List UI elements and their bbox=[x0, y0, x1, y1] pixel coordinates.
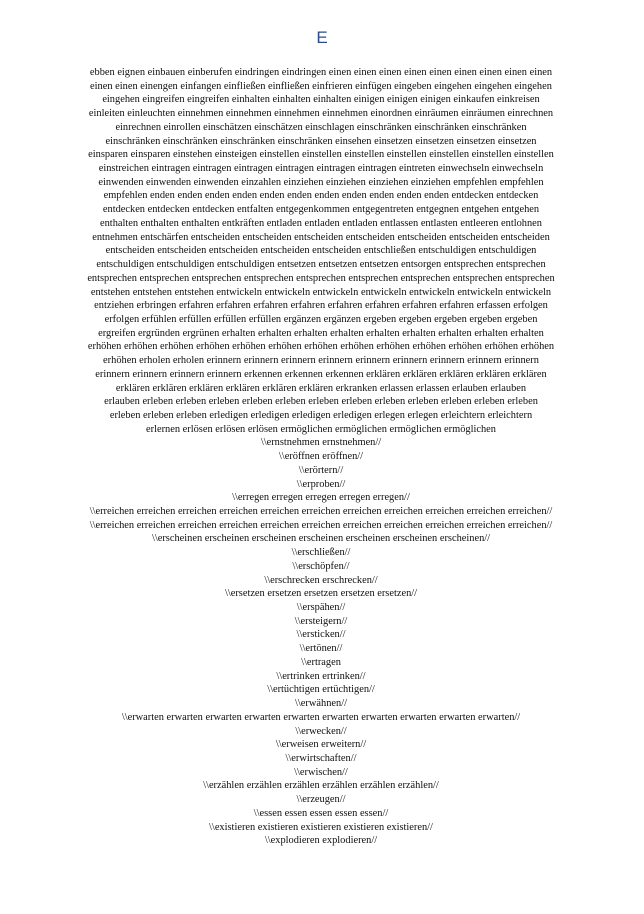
text-line: \\erschöpfen// bbox=[292, 560, 350, 572]
text-line: einstreichen eintragen eintragen eintragen eintragen eintragen eintragen eintreten einwechseln einwechseln bbox=[98, 163, 544, 175]
text-line: \\explodieren explodieren// bbox=[264, 835, 378, 847]
text-line: \\erwecken// bbox=[295, 725, 347, 737]
text-line: einleiten einleuchten einnehmen einnehmen einnehmen einnehmen einordnen einräumen einräumen einrechnen bbox=[88, 108, 554, 120]
text-line: einen einen einengen einfangen einfließen einfließen einfrieren einfügen eingeben eingehen eingehen eingehen bbox=[90, 80, 552, 92]
text-line: \\erörtern// bbox=[298, 464, 344, 476]
text-line: entsprechen entsprechen entsprechen entsprechen entsprechen entsprechen entsprechen entsprechen entsprechen bbox=[87, 272, 555, 284]
text-line: ergreifen ergründen ergrünen erhalten erhalten erhalten erhalten erhalten erhalten erhalten erhalten erhalten bbox=[98, 327, 544, 339]
text-line: \\ersticken// bbox=[296, 629, 346, 641]
text-line: entdecken entdecken entdecken entfalten entgegenkommen entgegentreten entgegnen entgehen entgehen bbox=[102, 204, 540, 216]
text-line: \\ertönen// bbox=[299, 643, 343, 655]
text-line: \\ertüchtigen ertüchtigen// bbox=[267, 684, 375, 696]
text-line: erlauben erleben erleben erleben erleben erleben erleben erleben erleben erleben erleben erleben erleben bbox=[104, 396, 538, 408]
text-line: einsparen einsparen einstehen einsteigen einstellen einstellen einstellen einstellen einstellen einstellen einstellen bbox=[88, 149, 554, 161]
text-line: erlernen erlösen erlösen erlösen ermöglichen ermöglichen ermöglichen ermöglichen bbox=[146, 423, 496, 435]
text-line: \\ernstnehmen ernstnehmen// bbox=[260, 437, 382, 449]
text-line: \\erwarten erwarten erwarten erwarten erwarten erwarten erwarten erwarten erwarten erwarten// bbox=[121, 711, 521, 723]
text-line: \\erreichen erreichen erreichen erreichen erreichen erreichen erreichen erreichen erreichen erreichen erreichen// bbox=[89, 506, 553, 517]
text-line: \\existieren existieren existieren existieren existieren// bbox=[209, 821, 433, 833]
text-line: eingehen eingreifen eingreifen einhalten einhalten einhalten einigen einigen einigen einkaufen einkreisen bbox=[102, 94, 540, 106]
text-line: entschuldigen entschuldigen entschuldigen entsetzen entsetzen entsetzen entsorgen entsprechen entsprechen bbox=[96, 259, 546, 271]
text-line: \\erreichen erreichen erreichen erreichen erreichen erreichen erreichen erreichen erreichen erreichen erreichen// bbox=[89, 519, 553, 531]
text-line: \\ertragen bbox=[301, 656, 341, 668]
text-line: entstehen entstehen entstehen entwickeln entwickeln entwickeln entwickeln entwickeln entwickeln entwickeln bbox=[90, 286, 552, 298]
text-line: erleben erleben erleben erledigen erledigen erledigen erledigen erlegen erlegen erleichtern erleichtern bbox=[109, 409, 533, 421]
text-line: \\erzählen erzählen erzählen erzählen erzählen erzählen// bbox=[203, 780, 439, 792]
text-line: \\erwähnen// bbox=[295, 698, 347, 710]
text-line: \\ersteigern// bbox=[294, 615, 348, 627]
text-line: einschränken einschränken einschränken einschränken einsehen einsetzen einsetzen einsetzen einsetzen bbox=[105, 135, 537, 147]
text-line: \\ersetzen ersetzen ersetzen ersetzen ersetzen// bbox=[224, 588, 418, 600]
text-line: einwenden einwenden einwenden einzahlen einziehen einziehen einziehen einziehen empfehlen empfehlen bbox=[98, 176, 544, 188]
text-line: empfehlen enden enden enden enden enden enden enden enden enden enden enden entdecken entdecken bbox=[103, 190, 539, 202]
text-line: entscheiden entscheiden entscheiden entscheiden entscheiden entschließen entschuldigen entschuldigen bbox=[105, 245, 537, 257]
text-line: \\erspähen// bbox=[296, 602, 346, 614]
text-line: \\essen essen essen essen essen// bbox=[253, 807, 389, 819]
page-heading: E bbox=[316, 28, 328, 47]
text-line: \\ertrinken ertrinken// bbox=[276, 670, 366, 682]
text-line: erfolgen erfühlen erfüllen erfüllen erfüllen ergänzen ergänzen ergeben ergeben ergeben ergeben ergeben bbox=[104, 313, 538, 325]
text-line: \\erwischen// bbox=[294, 766, 348, 778]
text-line: \\erproben// bbox=[296, 478, 346, 490]
text-line: \\eröffnen eröffnen// bbox=[278, 451, 364, 463]
text-line: \\erregen erregen erregen erregen erregen// bbox=[232, 492, 410, 504]
text-line: entziehen erbringen erfahren erfahren erfahren erfahren erfahren erfahren erfahren erfahren erfassen erfolgen bbox=[94, 300, 548, 312]
text-line: erhöhen erholen erholen erinnern erinnern erinnern erinnern erinnern erinnern erinnern erinnern erinnern bbox=[103, 355, 539, 367]
text-line: \\erschließen// bbox=[291, 547, 351, 559]
text-line: erhöhen erhöhen erhöhen erhöhen erhöhen erhöhen erhöhen erhöhen erhöhen erhöhen erhöhen erhöhen erhöhen bbox=[87, 341, 555, 353]
text-line: \\erschrecken erschrecken// bbox=[264, 574, 378, 586]
text-line: erklären erklären erklären erklären erklären erklären erkranken erlassen erlassen erlauben erlauben bbox=[115, 382, 527, 394]
text-line: erinnern erinnern erinnern erinnern erkennen erkennen erkennen erklären erklären erklären erklären erklären bbox=[95, 368, 547, 380]
text-line: einrechnen einrollen einschätzen einschätzen einschlagen einschränken einschränken einschränken bbox=[115, 121, 527, 133]
text-line: entnehmen entschärfen entscheiden entscheiden entscheiden entscheiden entscheiden entscheiden entscheiden bbox=[92, 231, 550, 243]
text-line: enthalten enthalten enthalten entkräften entladen entladen entladen entlassen entlasten entleeren entlohnen bbox=[100, 217, 542, 229]
text-line: ebben eignen einbauen einberufen eindringen eindringen einen einen einen einen einen einen einen einen einen bbox=[89, 67, 553, 78]
text-line: \\erweisen erweitern// bbox=[275, 739, 367, 751]
text-line: \\erscheinen erscheinen erscheinen erscheinen erscheinen erscheinen erscheinen// bbox=[151, 533, 491, 545]
word-list-body bbox=[40, 66, 602, 848]
text-line: \\erzeugen// bbox=[296, 794, 346, 806]
text-line: \\erwirtschaften// bbox=[285, 752, 357, 764]
